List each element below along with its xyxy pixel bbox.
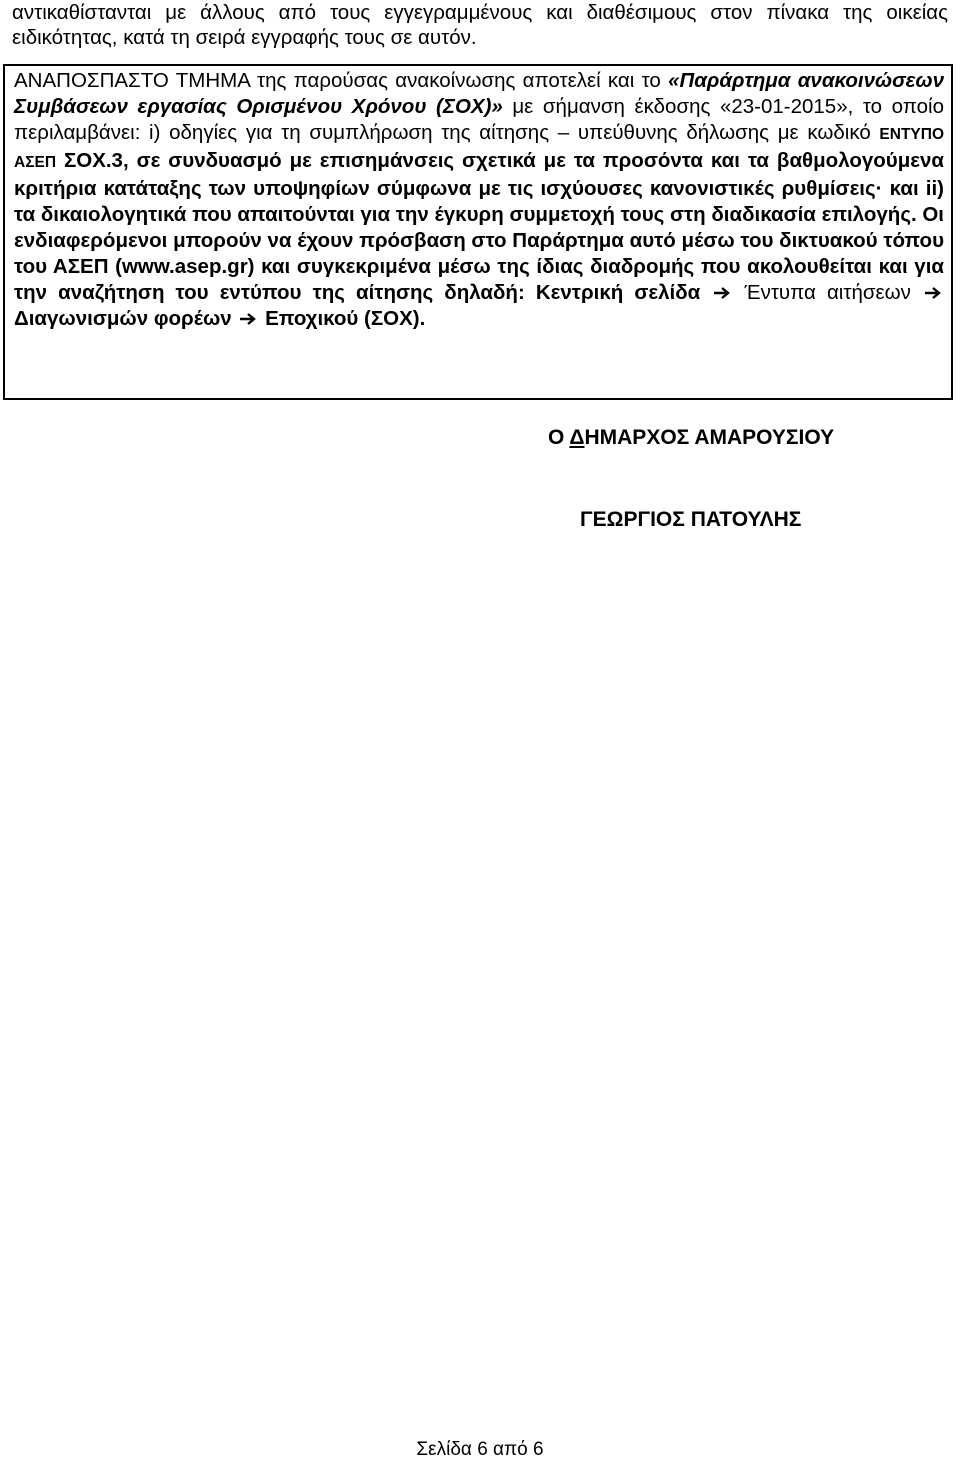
path-step-2: Έντυπα αιτήσεων — [744, 281, 911, 304]
mayor-title — [548, 426, 834, 450]
intro-paragraph: αντικαθίστανται με άλλους από τους εγγεγραμμένους και διαθέσιμους στον πίνακα της οικείας ειδικότητας, κατά τη σειρά εγγραφής τους σε αυτόν. — [12, 1, 948, 49]
arrow-right-icon — [924, 286, 942, 300]
form-code: ΕΝΤΥΠΟ ΑΣΕΠ — [14, 126, 944, 171]
path-step-4: Εποχικού (ΣΟΧ). — [265, 307, 426, 330]
excerpt-paragraph — [14, 68, 944, 332]
excerpt-part3: ΣΟΧ.3, σε συνδυασμό με επισημάνσεις σχετικά με τα προσόντα και τα βαθμολογούμενα κριτήρια κατάταξης των υποψηφίων σύμφωνα με τις ισχύουσες κανονιστικές ρυθμίσεις· και ii) τα δικαιολογητικά που απαιτούνται για την έγκυρη συμμετοχή τους στη διαδικασία επιλογής. Οι ενδιαφερόμενοι μπορούν να έχουν πρόσβαση στο Παράρτημα αυτό μέσω του δικτυακού τόπου του ΑΣΕΠ (www.asep.gr) και συγκεκριμένα μέσω της ίδιας διαδρομής που ακολουθείται και για την αναζήτηση του εντύπου της αίτησης δηλαδή: — [14, 149, 945, 304]
annex-title: «Παράρτημα ανακοινώσεων Συμβάσεων εργασίας Ορισμένου Χρόνου (ΣΟΧ)» — [14, 69, 944, 118]
mayor-name: ΓΕΩΡΓΙΟΣ ΠΑΤΟΥΛΗΣ — [580, 508, 802, 531]
excerpt-heading: ΑΝΑΠΟΣΠΑΣΤΟ ΤΜΗΜΑ — [14, 69, 250, 92]
mayor-title-initial: Δ — [569, 426, 585, 449]
path-step-1: Κεντρική σελίδα — [535, 281, 701, 304]
mayor-title-prefix: Ο — [548, 426, 570, 449]
mayor-title-rest: ΗΜΑΡΧΟΣ ΑΜΑΡΟΥΣΙΟΥ — [584, 426, 835, 449]
arrow-right-icon — [713, 286, 731, 300]
excerpt-part1: της παρούσας ανακοίνωσης αποτελεί και το — [249, 69, 669, 92]
excerpt-part2: με σήμανση έκδοσης «23-01-2015», το οποίο περιλαμβάνει: i) οδηγίες για τη συμπλήρωση της αίτησης – υπεύθυνης δήλωσης με κωδικό — [14, 95, 944, 144]
page-number: Σελίδα 6 από 6 — [416, 1439, 544, 1460]
excerpt-box — [3, 64, 953, 400]
arrow-right-icon — [239, 312, 257, 326]
path-step-3: Διαγωνισμών φορέων — [14, 307, 232, 330]
